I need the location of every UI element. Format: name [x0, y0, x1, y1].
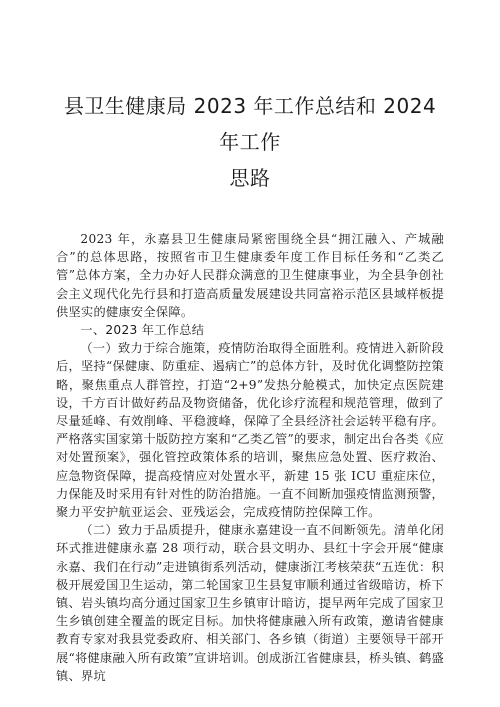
item-1-paragraph: （一）致力于综合施策，疫情防治取得全面胜利。疫情进入新阶段后，坚持“保健康、防重症、遏病亡”的总体方针，及时优化调整防控策略，聚焦重点人群管控，打造“2+9”发热分舱模式，加快定点医院建设，千方百计做好药品及物资储备，优化诊疗流程和规范管理，做到了尽量延峰、有效削峰、平稳渡峰，保障了全县经济社会运转平稳有序。严格落实国家第十版防控方案和“乙类乙管”的要求，制定出台各类《应对处置预案》，强化管控政策体系的培训，聚焦应急处置、医疗救治、应急物资保障，提高疫情应对处置水平，新建 15 张 ICU 重症床位，力保能及时采用有针对性的防治措施。一直不间断加强疫情监测预警，聚力平安护航亚运会、亚残运会，完成疫情防控保障工作。 [56, 341, 444, 520]
section-1-heading: 一、2023 年工作总结 [80, 323, 205, 338]
intro-paragraph: 2023 年，永嘉县卫生健康局紧密围绕全县“拥江融入、产城融合”的总体思路，按照省市卫生健康委年度工作目标任务和“乙类乙管”总体方案，全力办好人民群众满意的卫生健康事业，为全县争创社会主义现代化先行县和打造高质量发展建设共同富裕示范区县域样板提供坚实的健康安全保障。 [56, 232, 444, 319]
title-line-1: 县卫生健康局 2023 年工作总结和 2024 年工作 [63, 94, 437, 154]
document-title [56, 88, 444, 196]
item-2-paragraph: （二）致力于品质提升，健康永嘉建设一直不间断领先。清单化闭环式推进健康永嘉 28 项行动，联合县文明办、县红十字会开展“健康永嘉、我们在行动”走进镇街系列活动，健康浙江考核荣获“五连优：积极开展爱国卫生运动，第二轮国家卫生县复审顺利通过省级暗访，桥下镇、岩头镇均高分通过国家卫生乡镇审计暗访，提早两年完成了国家卫生乡镇创建全覆盖的既定目标。加快将健康融入所有政策，邀请省健康教育专家对我县党委政府、相关部门、各乡镇（街道）主要领导干部开展“将健康融入所有政策”宣讲培训。创成浙江省健康县，桥头镇、鹤盛镇、界坑 [56, 523, 444, 683]
title-line-2: 思路 [229, 166, 271, 190]
